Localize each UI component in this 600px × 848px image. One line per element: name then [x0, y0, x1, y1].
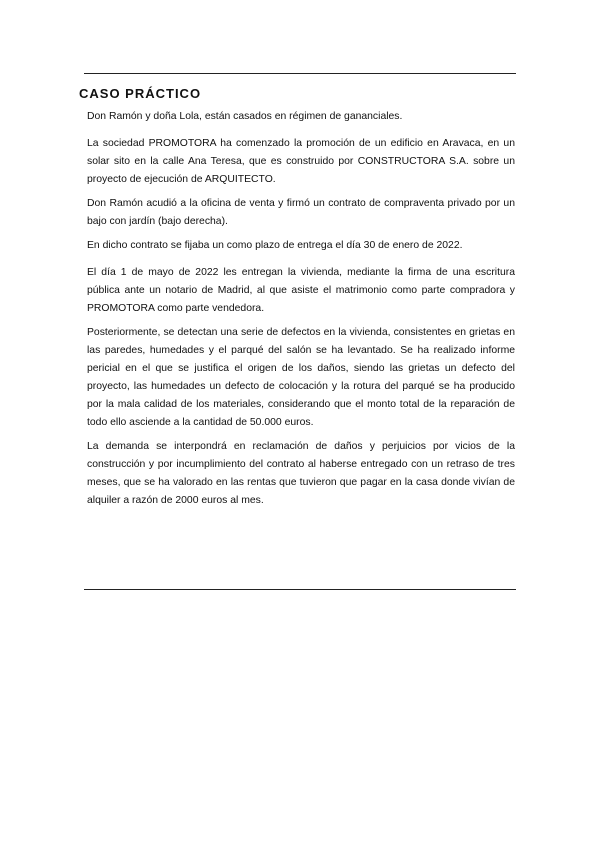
paragraph-3: Don Ramón acudió a la oficina de venta y firmó un contrato de compraventa privado por un bajo con jardín (bajo derecha). [87, 198, 515, 227]
bottom-divider [84, 589, 516, 590]
document-body [87, 108, 515, 516]
paragraph-5: El día 1 de mayo de 2022 les entregan la vivienda, mediante la firma de una escritura pública ante un notario de Madrid, al que asiste el matrimonio como parte compradora y PROMOTORA como parte vendedora. [87, 267, 515, 314]
paragraph-6: Posteriormente, se detectan una serie de defectos en la vivienda, consistentes en grietas en las paredes, humedades y el parqué del salón se ha levantado. Se ha realizado informe pericial en el que se justifica el origen de los daños, siendo las grietas un defecto del proyecto, las humedades un defecto de colocación y la rotura del parqué se ha producido por la mala calidad de los materiales, considerando que el monto total de la reparación de todo ello asciende a la cantidad de 50.000 euros. [87, 327, 515, 428]
paragraph-2: La sociedad PROMOTORA ha comenzado la promoción de un edificio en Aravaca, en un solar sito en la calle Ana Teresa, que es construido por CONSTRUCTORA S.A. sobre un proyecto de ejecución de ARQUITECTO. [87, 138, 515, 185]
paragraph-4: En dicho contrato se fijaba un como plazo de entrega el día 30 de enero de 2022. [87, 240, 463, 251]
paragraph-7: La demanda se interpondrá en reclamación de daños y perjuicios por vicios de la construcción y por incumplimiento del contrato al haberse entregado con un retraso de tres meses, que se ha valorado en las rentas que tuvieron que pagar en la casa donde vivían de alquiler a razón de 2000 euros al mes. [87, 441, 515, 506]
top-divider [84, 73, 516, 74]
document-title: CASO PRÁCTICO [79, 86, 202, 101]
paragraph-1: Don Ramón y doña Lola, están casados en régimen de gananciales. [87, 111, 403, 122]
